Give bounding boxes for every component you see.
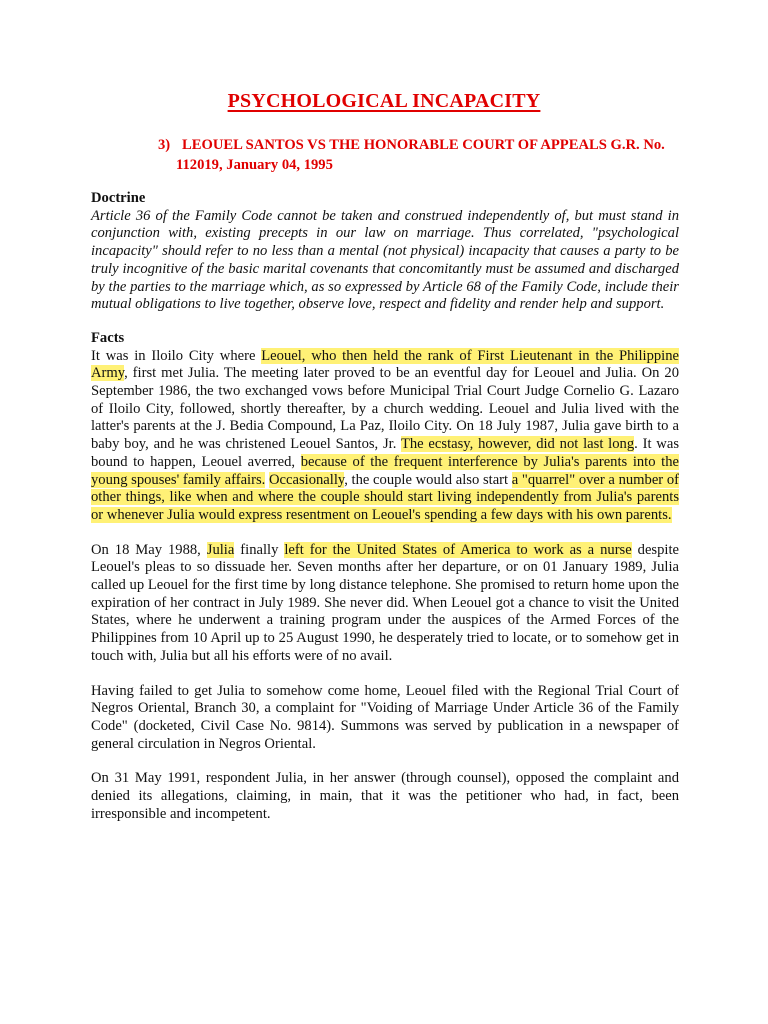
doctrine-heading: Doctrine: [91, 190, 146, 206]
highlighted-text: Julia: [206, 541, 235, 558]
case-number: 3): [158, 137, 171, 153]
highlighted-text: because of the frequent interference by Julia's parents into the young spouses' family affairs.: [91, 453, 679, 488]
highlighted-text: Leouel, who then held the rank of First Lieutenant in the Philippine Army: [91, 347, 679, 382]
text-span: , the couple would also start: [344, 471, 512, 488]
text-span: On 18 May 1988,: [91, 541, 207, 558]
paragraph-spacer: [91, 525, 679, 542]
highlighted-text: a "quarrel" over a number of other things, like when and where the couple should start living independently from Julia's parents or whenever Julia would express resentment on Leouel's spending a few days with his own parents.: [91, 471, 679, 523]
case-name: LEOUEL SANTOS VS THE HONORABLE COURT OF APPEALS G.R. No. 112019, January 04, 1995: [176, 137, 665, 173]
facts-paragraph-3: Having failed to get Julia to somehow come home, Leouel filed with the Regional Trial Court of Negros Oriental, Branch 30, a complaint for "Voiding of Marriage Under Article 36 of the Family Code" (docketed, Civil Case No. 9814). Summons was served by publication in a newspaper of general circulation in Negros Oriental.: [91, 682, 679, 752]
paragraph-spacer: [91, 753, 679, 770]
highlighted-text: left for the United States of America to work as a nurse: [284, 541, 632, 558]
page-title: PSYCHOLOGICAL INCAPACITY: [227, 90, 541, 112]
facts-heading: Facts: [91, 329, 125, 346]
text-span: It was in Iloilo City where: [91, 347, 262, 364]
highlighted-text: The ecstasy, however, did not last long: [400, 436, 635, 453]
paragraph-spacer: [91, 666, 679, 683]
doctrine-text: Article 36 of the Family Code cannot be taken and construed independently of, but must stand in conjunction with, existing precepts in our law on marriage. Thus correlated, "psychological incapacity" should refer to no less than a mental (not physical) incapacity that causes a party to be truly incognitive of the basic marital covenants that concomitantly must be assumed and discharged by the parties to the marriage which, as so expressed by Article 68 of the Family Code, include their mutual obligations to live together, observe love, respect and fidelity and render help and support.: [91, 207, 679, 313]
facts-paragraph-2: [91, 542, 679, 666]
case-heading: [158, 135, 696, 175]
text-span: finally: [234, 541, 285, 558]
facts-paragraph-1: [91, 348, 679, 525]
section-spacer: [91, 314, 679, 330]
text-span: , first met Julia. The meeting later proved to be an eventful day for Leouel and Julia. On 20 September 1986, the two exchanged vows before Municipal Trial Court Judge Cornelio G. Lazaro of Iloilo City, followed, shortly thereafter, by a church wedding. Leouel and Julia lived with the latter's parents at the J. Bedia Compound, La Paz, Iloilo City. On 18 July 1987, Julia gave birth to a baby boy, and he was christened Leouel Santos, Jr.: [91, 365, 679, 453]
text-span: despite Leouel's pleas to so dissuade her. Seven months after her departure, or on 01 January 1989, Julia called up Leouel for the first time by long distance telephone. She promised to return home upon the expiration of her contract in July 1989. She never did. When Leouel got a chance to visit the United States, where he underwent a training program under the auspices of the Armed Forces of the Philippines from 10 April up to 25 August 1990, he desperately tried to locate, or to somehow get in touch with, Julia but all his efforts were of no avail.: [91, 541, 679, 664]
text-span: . It was bound to happen, Leouel averred,: [91, 436, 679, 470]
facts-paragraph-4: On 31 May 1991, respondent Julia, in her answer (through counsel), opposed the complaint and denied its allegations, claiming, in main, that it was the petitioner who had, in fact, been irresponsible and incompetent.: [91, 770, 679, 822]
highlighted-text: Occasionally: [268, 471, 345, 488]
document-body: [91, 190, 679, 824]
